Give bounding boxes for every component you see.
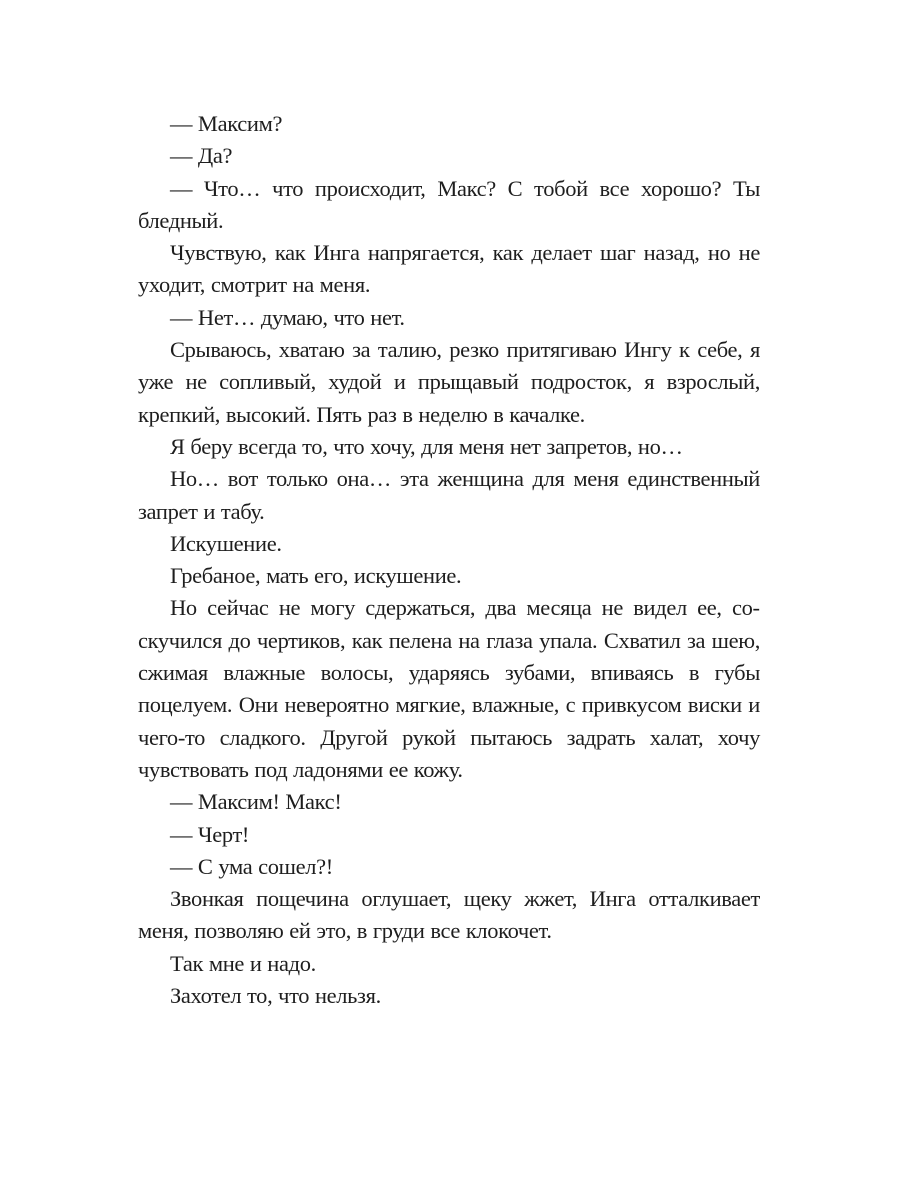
book-page-text	[138, 108, 760, 1012]
narrative-paragraph: Срываюсь, хватаю за талию, резко притягиваю Ингу к себе, я уже не сопливый, худой и прыщавый подросток, я взрослый, крепкий, высокий. Пять раз в неделю в качалке.	[138, 337, 760, 427]
dialogue-line: — С ума сошел?!	[170, 853, 333, 879]
narrative-paragraph: Но сейчас не могу сдержаться, два месяца не видел ее, соскучился до чертиков, как пелена на глаза упала. Схватил за шею, сжимая влажные волосы, ударяясь зубами, впиваясь в губы поцелуем. Они невероятно мягкие, влажные, с привкусом виски и чего-то сладкого. Другой рукой пытаюсь задрать халат, хочу чувствовать под ладонями ее кожу.	[138, 595, 760, 782]
dialogue-line: — Максим! Макс!	[170, 789, 342, 815]
dialogue-line: — Черт!	[170, 821, 250, 847]
dialogue-line: — Максим?	[170, 111, 283, 136]
narrative-paragraph: Чувствую, как Инга напрягается, как делает шаг назад, но не уходит, смотрит на меня.	[138, 240, 760, 298]
narrative-paragraph: Звонкая пощечина оглушает, щеку жжет, Инга отталкивает меня, позволяю ей это, в груди все клокочет.	[138, 886, 760, 944]
narrative-paragraph: Но… вот только она… эта женщина для меня единственный запрет и табу.	[138, 466, 760, 524]
narrative-paragraph: Я беру всегда то, что хочу, для меня нет запретов, но…	[170, 433, 683, 459]
narrative-paragraph: Искушение.	[170, 530, 282, 556]
dialogue-line: — Нет… думаю, что нет.	[170, 304, 405, 330]
dialogue-line: — Что… что происходит, Макс? С тобой все хорошо? Ты бледный.	[138, 175, 760, 233]
narrative-paragraph: Так мне и надо.	[170, 950, 316, 976]
narrative-paragraph: Захотел то, что нельзя.	[170, 983, 381, 1009]
narrative-paragraph: Гребаное, мать его, искушение.	[170, 563, 462, 589]
dialogue-line: — Да?	[170, 143, 233, 169]
